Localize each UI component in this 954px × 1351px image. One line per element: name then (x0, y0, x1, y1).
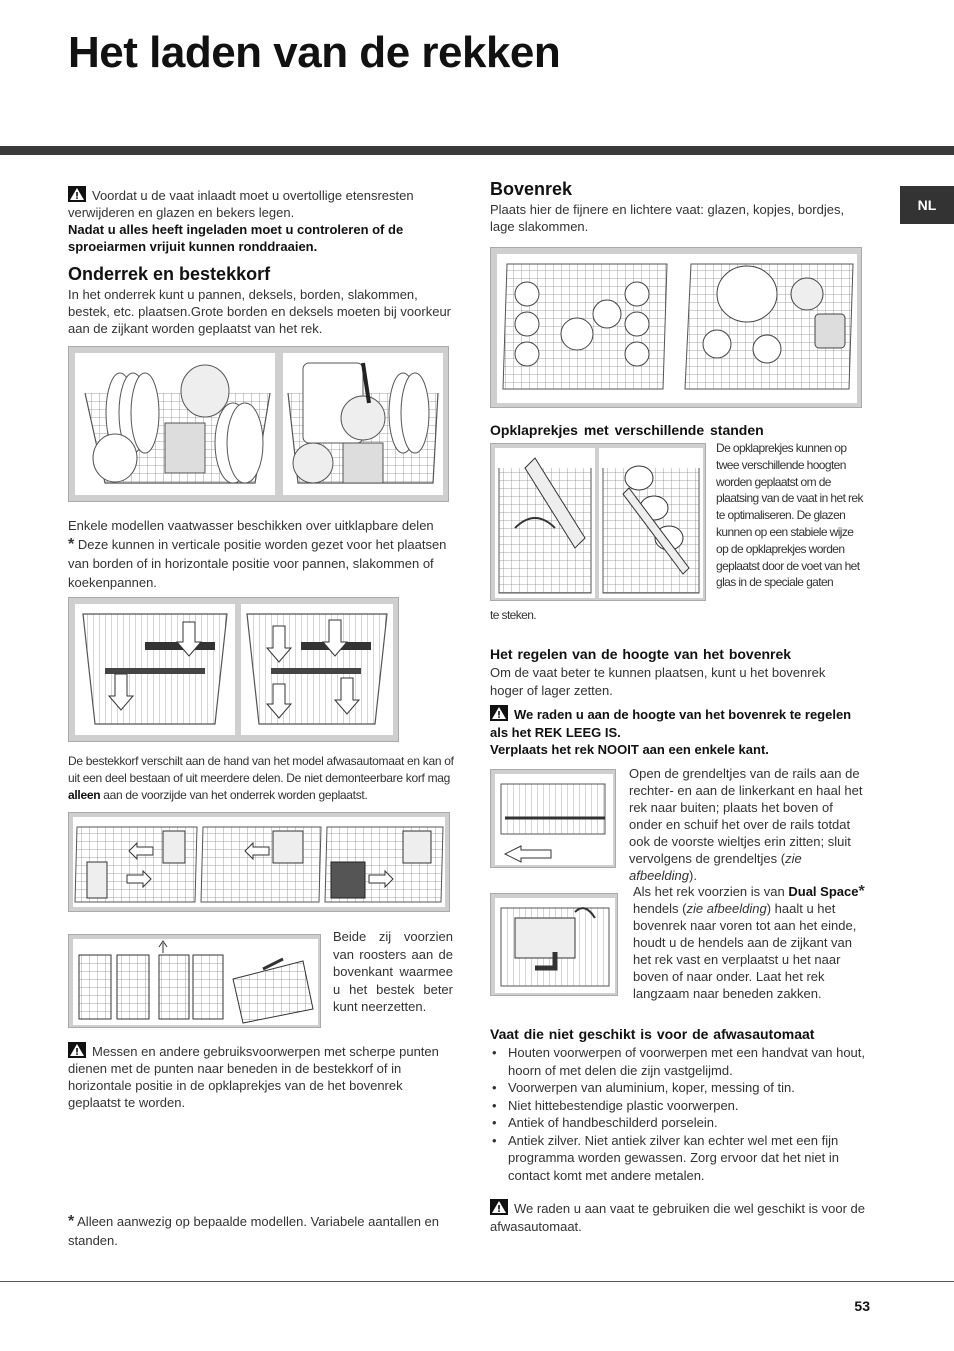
section-upper-rack-title: Bovenrek (490, 179, 573, 199)
section-upper-rack-text: Plaats hier de fijnere en lichtere vaat: glazen, kopjes, bordjes, lage slakommen. (490, 202, 845, 234)
height-text: Om de vaat beter te kunnen plaatsen, kunt u het bovenrek hoger of lager zetten. (490, 665, 826, 698)
intro-bold: Nadat u alles heeft ingeladen moet u controleren of de sproeiarmen vrijuit kunnen ronddraaien. (68, 222, 404, 254)
footer-rule (0, 1281, 954, 1282)
basket-grids-figure (68, 934, 321, 1028)
header-rule (0, 146, 954, 155)
upper-rack-figure (490, 247, 862, 408)
dual-space-illustration (495, 898, 615, 993)
list-item: • Niet hittebestendige plastic voorwerpen. (508, 1097, 868, 1115)
intro-warning: Voordat u de vaat inlaadt moet u overtollige etensresten verwijderen en glazen en bekers legen. Nadat u alles heeft ingeladen moet u controleren of de sproeiarmen vrijuit kunnen ronddraaien. (68, 188, 414, 254)
final-warning: We raden u aan vaat te gebruiken die wel geschikt is voor de afwasautomaat. (490, 1201, 865, 1234)
foldout-horizontal-illustration (75, 604, 235, 735)
basket-text: De bestekkorf verschilt aan de hand van het model afwasautomaat en kan of uit een deel bestaan of uit meerdere delen. De niet demonteerbare korf mag alleen aan de voorzijde van het onderrek worden geplaatst. (68, 754, 454, 802)
lower-rack-left-illustration (75, 353, 275, 495)
lower-rack-figure (68, 346, 449, 502)
warning-icon (490, 1199, 508, 1215)
rails-text: Open de grendeltjes van de rails aan de rechter- en aan de linkerkant en haal het rek naar buiten; plaats het boven of onder en schuif het over de rails totdat ook de voorste wieltjes erin zitten; sluit vervolgens de grendeltjes (zie afbeelding). (629, 766, 863, 883)
footnote: * Alleen aanwezig op bepaalde modellen. Variabele aantallen en standen. (68, 1213, 439, 1248)
list-item: • Voorwerpen van aluminium, koper, messing of tin. (508, 1079, 868, 1097)
list-item: • Houten voorwerpen of voorwerpen met een handvat van hout, hoorn of met delen die zijn vastgelijmd. (508, 1044, 868, 1079)
rails-figure (490, 769, 616, 868)
basket-grids-text: Beide zij voorzien van roosters aan de bovenkant waarmee u het bestek beter kunt neerzetten. (333, 929, 453, 1015)
language-tab: NL (900, 186, 954, 224)
warning-icon (68, 1042, 86, 1058)
upper-rack-illustration (497, 254, 857, 403)
dual-space-text: Als het rek voorzien is van Dual Space* hendels (zie afbeelding) haalt u het bovenrek naar voren tot aan het einde, houdt u de hendels aan de zijkant van het rek vast en verplaatst u het naar boven of naar onder. Laat het rek langzaam naar beneden zakken. (633, 883, 865, 1001)
warning-icon (68, 186, 86, 202)
section-lower-rack-text: In het onderrek kunt u pannen, deksels, borden, slakommen, bestek, etc. plaatsen.Grote borden en deksels moeten bij voorkeur aan de zijkant worden geplaatst van het rek. (68, 287, 451, 336)
flaps-position-2-illustration (599, 448, 703, 598)
dual-space-figure (490, 893, 618, 996)
list-item: • Antiek of handbeschilderd porselein. (508, 1114, 868, 1132)
list-item: • Antiek zilver. Niet antiek zilver kan echter wel met een fijn programma worden gewassen. Zorg ervoor dat het niet in contact komt met andere metalen. (508, 1132, 868, 1185)
height-warning: We raden u aan de hoogte van het bovenrek te regelen als het REK LEEG IS. Verplaats het rek NOOIT aan een enkele kant. (490, 707, 852, 757)
foldout-vertical-illustration (241, 604, 393, 735)
flaps-title: Opklaprekjes met verschillende standen (490, 422, 764, 438)
flaps-figure (490, 443, 706, 601)
warning-icon (490, 705, 508, 721)
rails-illustration (495, 774, 613, 865)
flaps-position-1-illustration (495, 448, 595, 598)
unsuitable-list (490, 1044, 868, 1184)
foldout-figure (68, 597, 399, 742)
page-number: 53 (854, 1298, 870, 1314)
cutlery-basket-figure (68, 812, 450, 912)
lower-rack-right-illustration (283, 353, 443, 495)
page-title: Het laden van de rekken (68, 28, 561, 77)
height-title: Het regelen van de hoogte van het bovenrek (490, 646, 792, 662)
section-lower-rack-title: Onderrek en bestekkorf (68, 264, 271, 284)
foldout-text: Enkele modellen vaatwasser beschikken over uitklapbare delen * Deze kunnen in verticale positie worden gezet voor het plaatsen van borden of in horizontale positie voor pannen, slakommen of koekenpannen. (68, 518, 447, 590)
unsuitable-title: Vaat die niet geschikt is voor de afwasautomaat (490, 1026, 815, 1042)
cutlery-basket-positions-illustration (73, 817, 445, 907)
basket-grids-illustration (73, 939, 318, 1025)
flaps-text: De opklaprekjes kunnen op twee verschillende hoogten worden geplaatst om de plaatsing van de vaat in het rek te optimaliseren. De glazen kunnen op een stabiele wijze op de opklaprekjes worden geplaatst door de voet van het glas in de speciale gaten (716, 441, 863, 590)
flaps-text-tail: te steken. (490, 608, 537, 622)
knives-warning: Messen en andere gebruiksvoorwerpen met scherpe punten dienen met de punten naar beneden in de bestekkorf of in horizontale positie in de opklaprekjes van de het bovenrek geplaatst te worden. (68, 1044, 439, 1110)
